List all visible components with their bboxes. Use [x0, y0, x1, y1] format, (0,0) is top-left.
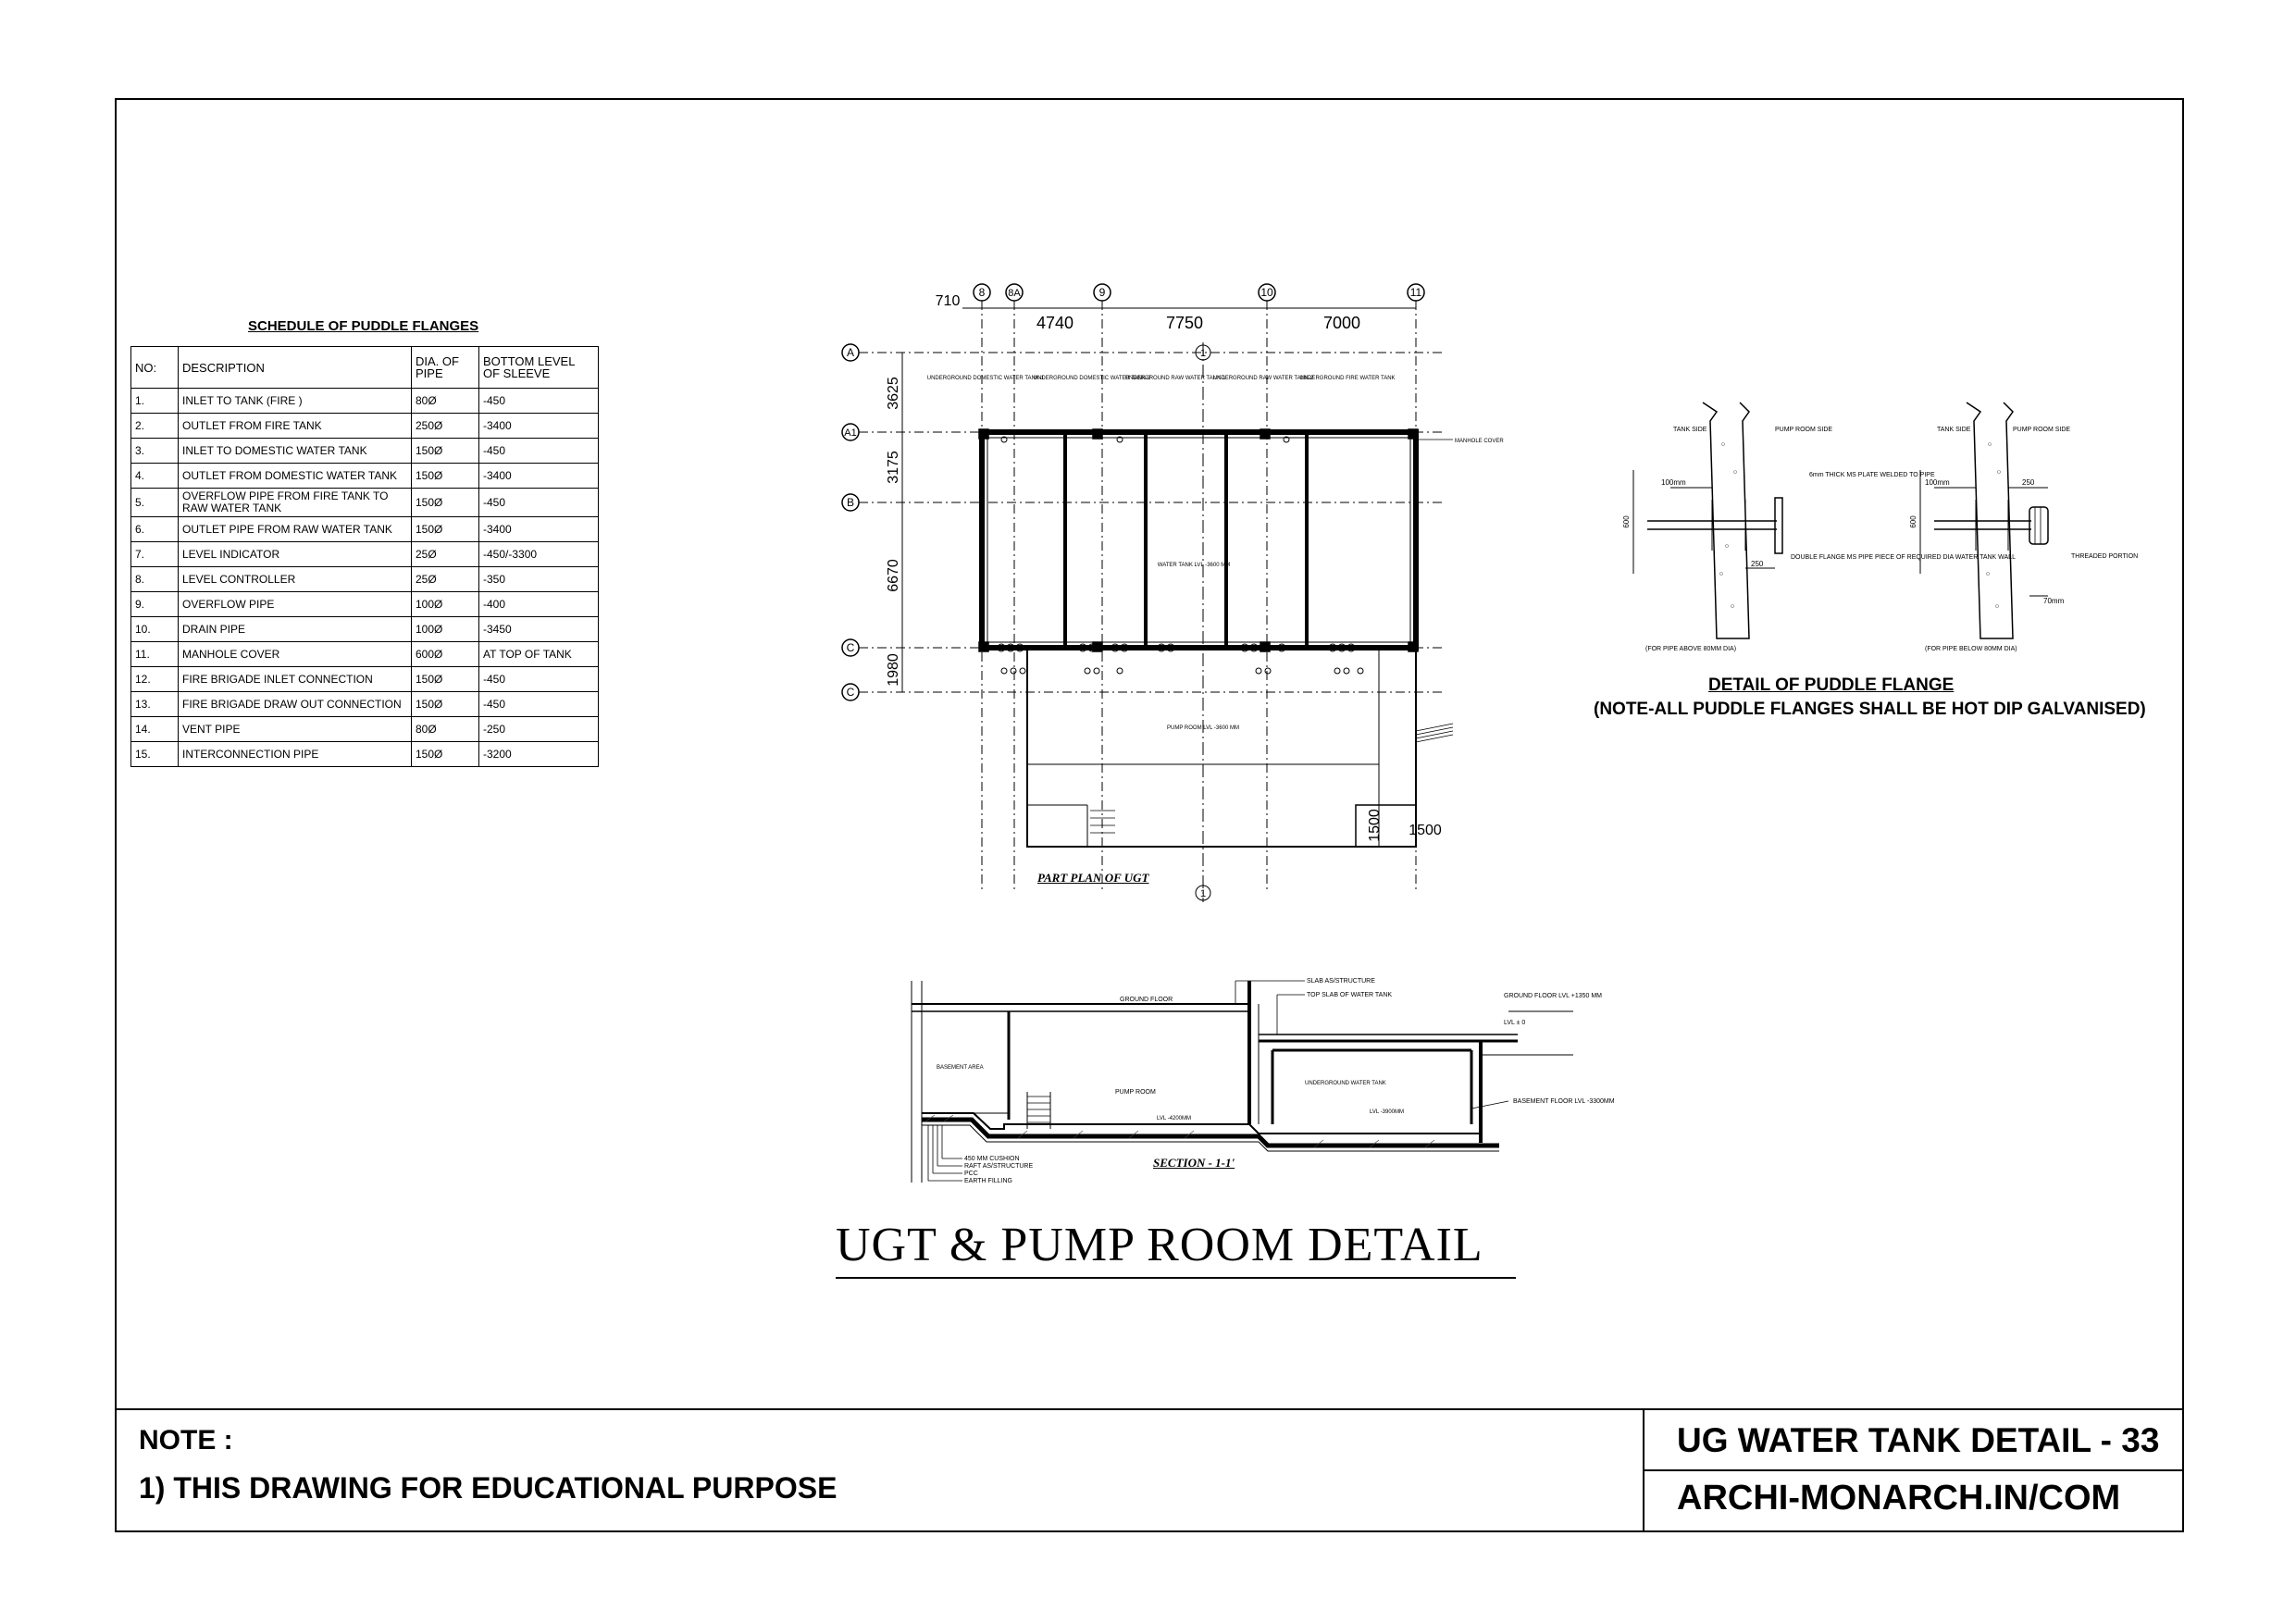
schedule-cell: OUTLET FROM FIRE TANK [179, 414, 412, 439]
schedule-cell: OUTLET FROM DOMESTIC WATER TANK [179, 464, 412, 489]
section-label: UNDERGROUND WATER TANK [1305, 1081, 1386, 1086]
schedule-cell: OVERFLOW PIPE [179, 592, 412, 617]
schedule-cell: 150Ø [412, 667, 479, 692]
schedule-cell: 150Ø [412, 517, 479, 542]
schedule-cell: 600Ø [412, 642, 479, 667]
schedule-cell: 7. [131, 542, 179, 567]
pump-room-label: PUMP ROOM LVL -3600 MM [1167, 725, 1239, 731]
section-caption: SECTION - 1-1' [1153, 1156, 1235, 1170]
schedule-cell: LEVEL INDICATOR [179, 542, 412, 567]
title-block-hline [1643, 1469, 2184, 1471]
dim-label: 710 [935, 293, 961, 309]
tank-label: UNDERGROUND FIRE WATER TANK [1299, 376, 1396, 381]
schedule-cell: -350 [479, 567, 599, 592]
schedule-cell: INLET TO TANK (FIRE ) [179, 389, 412, 414]
puddle-label: TANK SIDE [1937, 427, 1971, 433]
schedule-cell: FIRE BRIGADE DRAW OUT CONNECTION [179, 692, 412, 717]
note-title: NOTE : [139, 1425, 233, 1456]
puddle-label: 250 [2022, 478, 2035, 487]
manhole-label: MANHOLE COVER [1455, 439, 1504, 444]
section-mark-label: 1 [1199, 348, 1207, 359]
schedule-cell: DRAIN PIPE [179, 617, 412, 642]
schedule-cell: FIRE BRIGADE INLET CONNECTION [179, 667, 412, 692]
puddle-label: PUMP ROOM SIDE [2013, 427, 2071, 433]
puddle-label: 100mm [1661, 478, 1686, 487]
schedule-cell: -250 [479, 717, 599, 742]
schedule-cell: 150Ø [412, 489, 479, 517]
dim-label: 7000 [1322, 314, 1361, 332]
schedule-cell: 4. [131, 464, 179, 489]
dim-label: 6670 [886, 559, 901, 592]
schedule-cell: INTERCONNECTION PIPE [179, 742, 412, 767]
schedule-cell: -450 [479, 692, 599, 717]
schedule-header-cell: DIA. OF PIPE [412, 347, 479, 389]
schedule-cell: 8. [131, 567, 179, 592]
main-title-underline [836, 1277, 1516, 1279]
main-title: UGT & PUMP ROOM DETAIL [836, 1219, 1483, 1271]
grid-col-label: 9 [1098, 286, 1106, 299]
plan-caption: PART PLAN OF UGT [1037, 871, 1149, 885]
dim-label: 1980 [886, 653, 901, 687]
schedule-cell: LEVEL CONTROLLER [179, 567, 412, 592]
water-tank-label: WATER TANK LVL -3600 MM [1157, 563, 1231, 568]
schedule-cell: 14. [131, 717, 179, 742]
schedule-cell: -3450 [479, 617, 599, 642]
puddle-caption: (FOR PIPE BELOW 80MM DIA) [1925, 646, 2017, 652]
section-label: PUMP ROOM [1115, 1089, 1156, 1096]
puddle-flange-right [1920, 403, 2048, 638]
schedule-header-cell: DESCRIPTION [179, 347, 412, 389]
grid-col-label: 11 [1409, 286, 1422, 299]
puddle-label: PUMP ROOM SIDE [1775, 427, 1833, 433]
schedule-cell: 100Ø [412, 592, 479, 617]
schedule-cell: 100Ø [412, 617, 479, 642]
section-label: BASEMENT FLOOR LVL -3300MM [1513, 1098, 1615, 1105]
schedule-cell: 150Ø [412, 439, 479, 464]
note-line: 1) THIS DRAWING FOR EDUCATIONAL PURPOSE [139, 1471, 838, 1505]
schedule-cell: 5. [131, 489, 179, 517]
puddle-label: 250 [1751, 560, 1764, 568]
schedule-cell: VENT PIPE [179, 717, 412, 742]
schedule-cell: -3200 [479, 742, 599, 767]
schedule-cell: 15. [131, 742, 179, 767]
schedule-cell: 13. [131, 692, 179, 717]
section-label: TOP SLAB OF WATER TANK [1307, 992, 1393, 998]
dim-label: 1500 [1409, 823, 1442, 838]
schedule-cell: 2. [131, 414, 179, 439]
schedule-cell: INLET TO DOMESTIC WATER TANK [179, 439, 412, 464]
schedule-cell: OUTLET PIPE FROM RAW WATER TANK [179, 517, 412, 542]
schedule-cell: 25Ø [412, 567, 479, 592]
section-label: BASEMENT AREA [937, 1065, 984, 1071]
section-label: LVL -4200MM [1157, 1116, 1192, 1121]
section-label: RAFT AS/STRUCTURE [964, 1163, 1034, 1170]
section-label: EARTH FILLING [964, 1178, 1012, 1184]
puddle-title: DETAIL OF PUDDLE FLANGE [1708, 675, 1955, 695]
puddle-caption: (FOR PIPE ABOVE 80MM DIA) [1645, 646, 1737, 652]
puddle-label: 600 [1909, 515, 1917, 528]
schedule-cell: 3. [131, 439, 179, 464]
schedule-cell: -450 [479, 667, 599, 692]
schedule-header-cell: BOTTOM LEVEL OF SLEEVE [479, 347, 599, 389]
schedule-cell: -450/-3300 [479, 542, 599, 567]
schedule-cell: -400 [479, 592, 599, 617]
grid-row-label: C [846, 641, 855, 654]
schedule-cell: -3400 [479, 517, 599, 542]
section-label: GROUND FLOOR LVL +1350 MM [1504, 993, 1603, 999]
schedule-cell: 150Ø [412, 464, 479, 489]
tank-label: UNDERGROUND DOMESTIC WATER TANK-2 [1033, 376, 1151, 381]
section-drawing [912, 981, 1573, 1183]
grid-row-label: A [846, 346, 855, 359]
schedule-cell: -450 [479, 389, 599, 414]
schedule-cell: OVERFLOW PIPE FROM FIRE TANK TO RAW WATER TANK [179, 489, 412, 517]
puddle-label: 100mm [1925, 478, 1950, 487]
grid-row-label: A1 [844, 427, 857, 439]
puddle-label: 70mm [2043, 597, 2065, 605]
grid-col-label: 8 [978, 286, 986, 299]
schedule-cell: AT TOP OF TANK [479, 642, 599, 667]
puddle-label: TANK SIDE [1673, 427, 1707, 433]
schedule-cell: MANHOLE COVER [179, 642, 412, 667]
dim-label: 1500 [1367, 809, 1383, 842]
schedule-cell: -450 [479, 439, 599, 464]
schedule-cell: 12. [131, 667, 179, 692]
section-label: LVL ± 0 [1504, 1020, 1526, 1026]
grid-col-label: 8A [1008, 288, 1021, 299]
schedule-cell: 250Ø [412, 414, 479, 439]
section-label: 450 MM CUSHION [964, 1156, 1020, 1162]
schedule-cell: 6. [131, 517, 179, 542]
dim-label: 4740 [1036, 314, 1074, 332]
site-name: ARCHI-MONARCH.IN/COM [1677, 1479, 2121, 1518]
schedule-cell: 150Ø [412, 742, 479, 767]
schedule-header-cell: NO: [131, 347, 179, 389]
grid-row-label: C [846, 686, 855, 699]
puddle-note: (NOTE-ALL PUDDLE FLANGES SHALL BE HOT DIP GALVANISED) [1594, 700, 2146, 719]
puddle-label: 6mm THICK MS PLATE WELDED TO PIPE [1809, 472, 1935, 478]
grid-col-label: 10 [1260, 286, 1273, 299]
schedule-cell: 25Ø [412, 542, 479, 567]
schedule-cell: 150Ø [412, 692, 479, 717]
section-mark-label: 1 [1199, 888, 1207, 899]
dim-label: 7750 [1165, 314, 1204, 332]
schedule-title: SCHEDULE OF PUDDLE FLANGES [248, 318, 479, 334]
puddle-label: DOUBLE FLANGE MS PIPE PIECE OF REQUIRED DIA WATER TANK WALL [1791, 554, 2016, 561]
schedule-cell: -3400 [479, 464, 599, 489]
grid-row-label: B [846, 496, 855, 509]
schedule-cell: -3400 [479, 414, 599, 439]
puddle-label: 600 [1622, 515, 1631, 528]
section-label: SLAB AS/STRUCTURE [1307, 978, 1375, 985]
section-label: GROUND FLOOR [1120, 997, 1173, 1003]
section-label: PCC [964, 1171, 978, 1177]
schedule-cell: 10. [131, 617, 179, 642]
schedule-cell: 80Ø [412, 717, 479, 742]
schedule-cell: 11. [131, 642, 179, 667]
schedule-cell: 9. [131, 592, 179, 617]
tank-label: UNDERGROUND DOMESTIC WATER TANK-1 [926, 376, 1045, 381]
schedule-cell: 1. [131, 389, 179, 414]
sheet-title: UG WATER TANK DETAIL - 33 [1677, 1421, 2160, 1459]
puddle-flange-left [1633, 403, 1782, 638]
section-label: LVL -3900MM [1370, 1109, 1405, 1115]
puddle-label: THREADED PORTION [2071, 553, 2139, 560]
tank-label: UNDERGROUND RAW WATER TANK-1 [1124, 376, 1226, 381]
dim-label: 3175 [886, 451, 901, 484]
schedule-cell: -450 [479, 489, 599, 517]
dim-label: 3625 [886, 377, 901, 410]
tank-label: UNDERGROUND RAW WATER TANK-2 [1212, 376, 1314, 381]
schedule-cell: 80Ø [412, 389, 479, 414]
